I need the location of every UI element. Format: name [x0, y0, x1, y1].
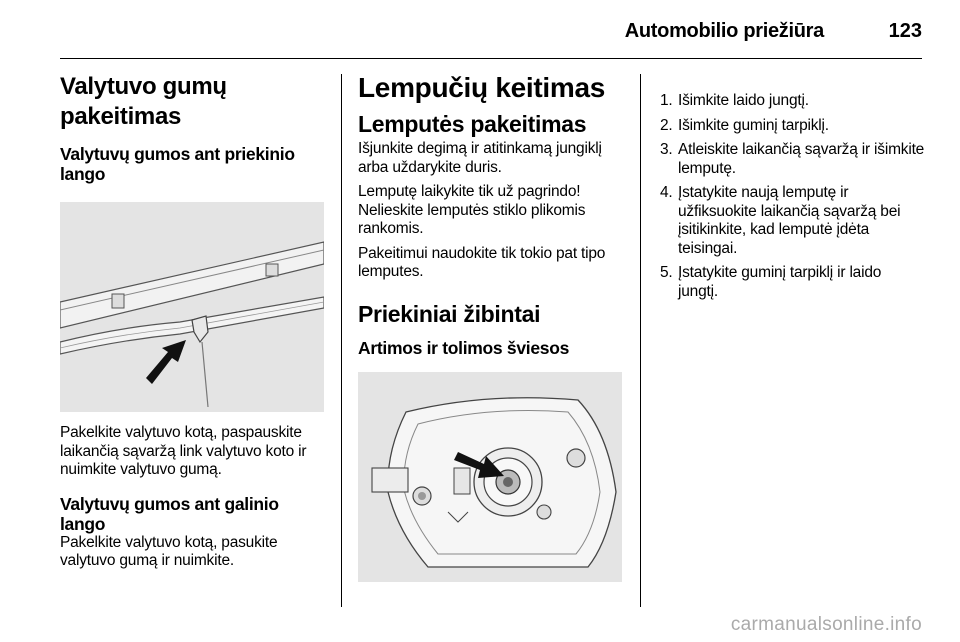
- step-item: 2. Išimkite guminį tarpiklį.: [660, 116, 829, 134]
- section-title-wiper-blades: Valytuvo gumų pakeitimas: [60, 73, 227, 130]
- column-divider-1: [341, 74, 342, 607]
- header-title: Automobilio priežiūra: [624, 20, 824, 42]
- section-title-headlights: Priekiniai žibintai: [358, 300, 541, 327]
- step-item: 3. Atleiskite laikančią sąvaržą ir išimkite lemputę.: [660, 141, 925, 177]
- page-header: [60, 18, 922, 46]
- column-divider-2: [640, 74, 641, 607]
- paragraph-hold-bulb: Lemputę laikykite tik už pagrindo! Nelieskite lemputės stiklo plikomis rankomis.: [358, 183, 586, 237]
- headlight-illustration: [358, 372, 622, 582]
- paragraph-same-type: Pakeitimui naudokite tik tokio pat tipo lemputes.: [358, 244, 606, 280]
- column-steps: [660, 92, 925, 307]
- header-rule: [60, 58, 922, 59]
- rear-wiper-instructions: Pakelkite valytuvo kotą, pasukite valytuvo gumą ir nuimkite.: [60, 533, 278, 569]
- front-wiper-instructions: Pakelkite valytuvo kotą, paspauskite laikančią sąvaržą link valytuvo koto ir nuimkite valytuvo gumą.: [60, 424, 307, 478]
- wiper-blade-drawing: [60, 202, 324, 412]
- column-bulb-replacement: [358, 72, 630, 582]
- subsection-title-low-high-beam: Artimos ir tolimos šviesos: [358, 337, 570, 358]
- column-wiper-blades: [60, 72, 328, 571]
- headlight-drawing: [358, 372, 622, 582]
- wiper-blade-illustration: [60, 202, 324, 412]
- section-title-bulb-replacement: Lempučių keitimas: [358, 72, 605, 103]
- subsection-title-front-wiper: Valytuvų gumos ant priekinio lango: [60, 144, 295, 184]
- step-item: 5. Įstatykite guminį tarpiklį ir laido jungtį.: [660, 264, 882, 300]
- watermark: carmanualsonline.info: [730, 614, 922, 635]
- subsection-title-changing-bulbs: Lemputės pakeitimas: [358, 111, 587, 137]
- replacement-steps-list: [660, 92, 925, 301]
- subsection-title-rear-wiper: Valytuvų gumos ant galinio lango: [60, 493, 279, 534]
- paragraph-ignition-off: Išjunkite degimą ir atitinkamą jungiklį arba uždarykite duris.: [358, 140, 602, 176]
- page-number: 123: [888, 20, 922, 42]
- step-item: 4. Įstatykite naują lemputę ir užfiksuokite laikančią sąvaržą bei įsitikinkite, kad lemputė įdėta teisingai.: [660, 184, 901, 257]
- step-item: 1. Išimkite laido jungtį.: [660, 92, 809, 109]
